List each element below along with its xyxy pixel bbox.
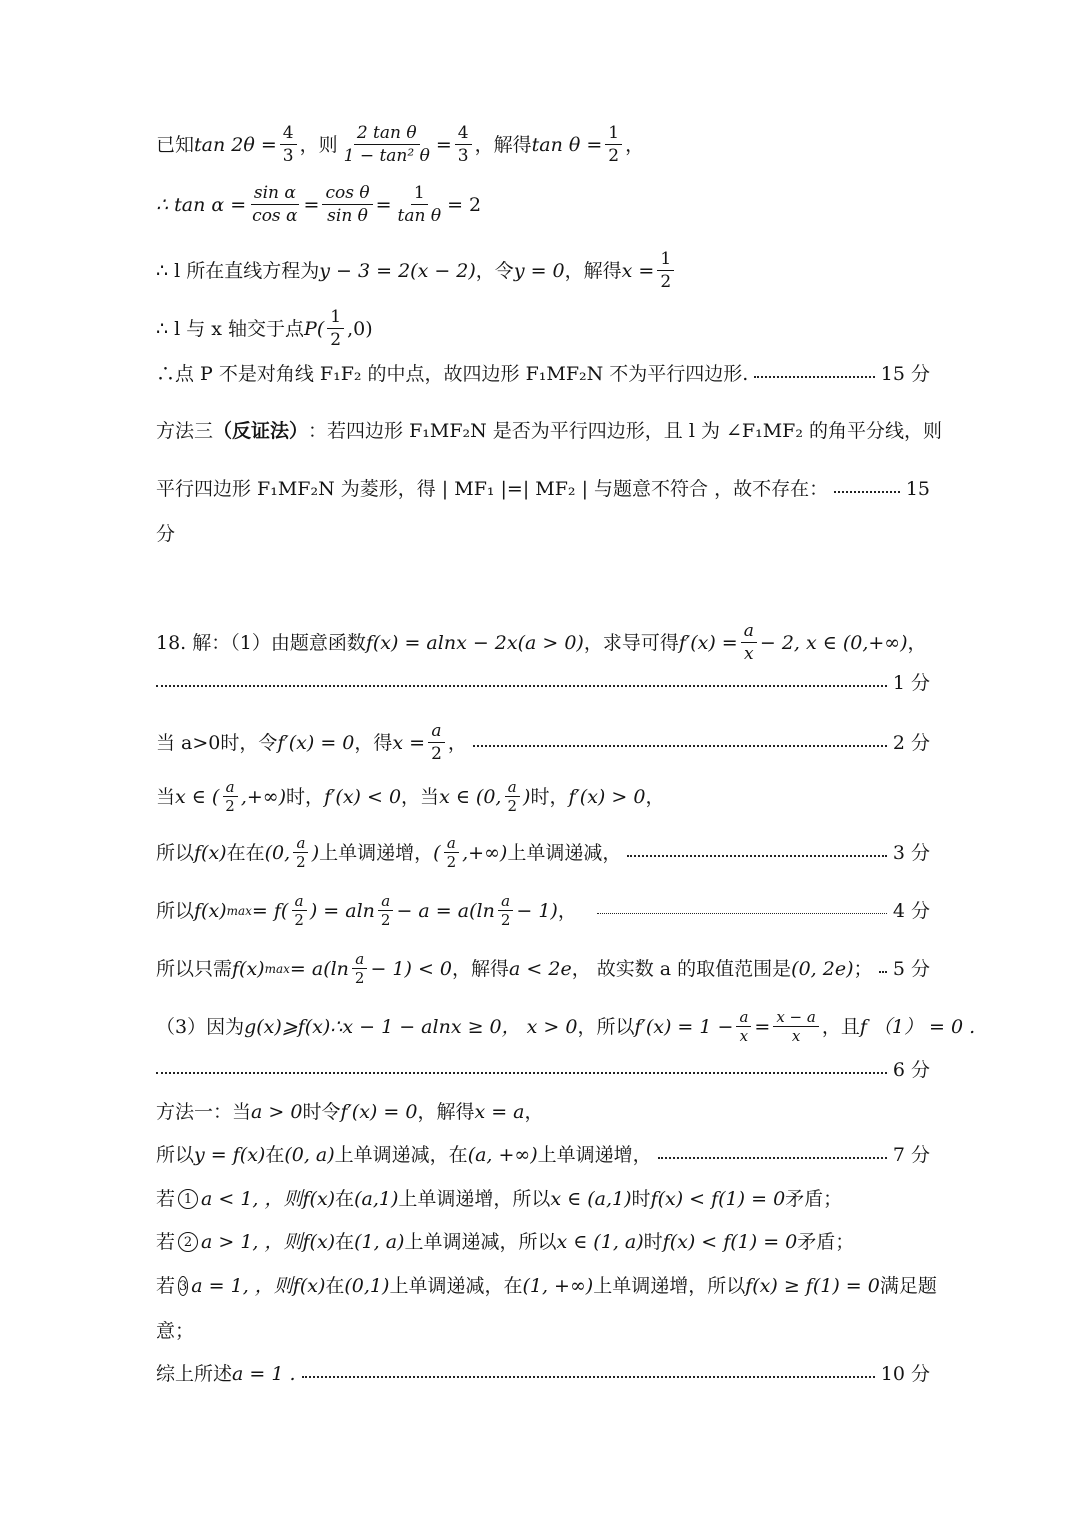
math-expr: f(x) < f(1) = 0 — [662, 1231, 798, 1253]
fraction — [249, 182, 300, 227]
text: ， — [524, 1101, 544, 1123]
solution-line-tan-alpha: ∴ tan α = $\frac{\text{sin α}}{\text{cos α}}$ = $\frac{\text{cos θ}}{\text{sin θ}}$ = $\frac{1}{\text{tan θ}}$ = 2 — [156, 183, 482, 226]
denominator: 2 — [608, 146, 620, 166]
circled-number-icon: 1 — [178, 1189, 198, 1209]
numerator: sin α — [251, 182, 299, 205]
fraction — [322, 182, 372, 227]
subscript: max — [226, 903, 252, 918]
numerator: 1 — [605, 122, 622, 145]
numerator: a — [736, 1008, 751, 1027]
solution-line-monotonicity — [156, 834, 930, 871]
math-expr: x ∈ (0, — [439, 785, 502, 808]
solution-line-conclusion — [156, 362, 930, 386]
solution-line-tan-2theta — [156, 122, 930, 167]
dotted-leader — [754, 376, 874, 378]
fraction — [504, 778, 520, 815]
dotted-leader — [473, 745, 887, 747]
math-expr: = a(ln — [289, 957, 349, 980]
dotted-leader — [658, 1157, 887, 1159]
numerator: a — [223, 778, 238, 797]
text: ，得 — [354, 731, 393, 754]
dotted-leader — [156, 1072, 887, 1074]
math-expr: = f( — [251, 899, 289, 922]
math-expr: x ∈ ( — [175, 785, 220, 808]
method-one-heading — [156, 1100, 930, 1124]
text: 在 — [265, 1144, 285, 1166]
text: 若 — [156, 1275, 176, 1297]
denominator: 2 — [380, 911, 391, 929]
text: ，解得 — [417, 1101, 475, 1123]
denominator: x — [791, 1027, 801, 1045]
numerator: a — [428, 720, 444, 743]
dotted-leader — [834, 491, 900, 493]
text: ； — [853, 957, 873, 980]
score-label: 1 分 — [892, 672, 930, 694]
text: 平行四边形 F₁MF₂N 为菱形，得 | MF₁ |=| MF₂ | 与题意不符合 ，故不存在： — [156, 478, 829, 500]
math-expr: tan 2θ = — [194, 133, 277, 156]
text-continuation — [156, 1319, 930, 1343]
math-expr: ,+∞) — [240, 785, 287, 808]
text: 矛盾； — [785, 1188, 843, 1210]
math-expr: ) — [523, 785, 531, 808]
math-expr: ,0) — [347, 317, 373, 340]
numerator: 1 — [657, 248, 674, 271]
math-expr: ) — [311, 841, 320, 864]
solution-line-monotonic-intervals — [156, 1143, 930, 1167]
math-expr: − 1) < 0 — [370, 957, 453, 980]
fraction — [657, 248, 674, 293]
math-expr: y = f(x) — [194, 1144, 266, 1166]
denominator: 3 — [282, 146, 294, 166]
math-expr: f′(x) = 1 − — [634, 1015, 734, 1038]
math-expr: P( — [304, 317, 325, 340]
text: 上单调递增， — [319, 841, 434, 864]
solution-line-critical-point — [156, 720, 930, 765]
math-expr: (0,1) — [344, 1275, 390, 1297]
math-expr: = 2 — [447, 193, 482, 216]
dotted-leader — [627, 855, 887, 857]
denominator: 2 — [500, 911, 511, 929]
math-expr: f′(x) < 0 — [324, 785, 402, 808]
text: 分 — [156, 523, 176, 545]
math-expr: x ∈ (1, a) — [556, 1231, 644, 1253]
math-expr: (0, a) — [284, 1144, 335, 1166]
method-name: （反证法） — [213, 420, 309, 442]
dotted-leader — [302, 1376, 875, 1378]
denominator: 2 — [446, 853, 457, 871]
text: ，令 — [475, 259, 514, 282]
denominator: sin θ — [327, 206, 368, 226]
text: 若 — [156, 1231, 176, 1253]
math-expr: a = 1, ，则 — [191, 1275, 293, 1297]
text: 所以 — [156, 1144, 195, 1166]
score-line — [156, 671, 930, 695]
text: 上单调递减，所以 — [404, 1231, 557, 1253]
fraction — [293, 834, 309, 871]
math-expr: f(x) < f(1) = 0 — [650, 1188, 786, 1210]
text: 时， — [530, 785, 569, 808]
text: 综上所述 — [156, 1363, 233, 1385]
dotted-leader — [156, 685, 887, 687]
text: 在 — [335, 1231, 355, 1253]
text: 时 — [631, 1188, 651, 1210]
text: 方法一：当 — [156, 1101, 252, 1123]
math-expr: f(x) — [292, 1275, 326, 1297]
fraction — [378, 892, 394, 929]
text: ， — [625, 133, 645, 156]
math-expr: a > 1, ，则 — [201, 1231, 303, 1253]
math-expr: (a, +∞) — [467, 1144, 538, 1166]
solution-line-intersection — [156, 306, 930, 351]
text: 时令 — [302, 1101, 341, 1123]
numerator: a — [378, 892, 393, 911]
score-label: 2 分 — [892, 731, 930, 754]
text: 上单调递增，所以 — [593, 1275, 746, 1297]
math-expr: f(x) — [232, 957, 265, 980]
text: ∴ l 所在直线方程为 — [156, 259, 320, 282]
numerator: a — [293, 834, 308, 853]
denominator: 2 — [330, 330, 342, 350]
numerator: a — [444, 834, 459, 853]
math-expr: f(x) = alnx − 2x(a > 0) — [365, 631, 584, 654]
text: ∴点 P 不是对角线 F₁F₂ 的中点，故四边形 F₁MF₂N 不为平行四边形. — [156, 363, 749, 385]
math-expr: − a = a(ln — [396, 899, 495, 922]
math-expr: = — [754, 1015, 771, 1038]
text: （3）因为 — [156, 1015, 245, 1038]
score-line — [156, 1058, 930, 1082]
denominator: x — [739, 1027, 749, 1045]
math-expr: ∴ tan α = — [156, 193, 247, 216]
dotted-leader — [597, 913, 887, 914]
math-expr: a = 1 . — [232, 1363, 296, 1385]
method-three-conclusion — [156, 477, 930, 501]
math-expr: a < 1, ，则 — [201, 1188, 303, 1210]
case-two — [156, 1230, 930, 1254]
math-expr: ,+∞) — [462, 841, 508, 864]
score-label: 5 分 — [892, 957, 930, 980]
math-expr: (1, a) — [354, 1231, 405, 1253]
score-continuation — [156, 522, 930, 546]
fraction — [341, 122, 433, 167]
math-expr: a < 2e — [509, 957, 572, 980]
math-expr: x ∈ (a,1) — [550, 1188, 632, 1210]
math-expr: (a,1) — [354, 1188, 399, 1210]
fraction — [280, 122, 297, 167]
numerator: 4 — [455, 122, 472, 145]
math-expr: ， x > 0 — [501, 1015, 578, 1038]
fraction — [291, 892, 307, 929]
text: 当 — [156, 785, 176, 808]
fraction — [222, 778, 238, 815]
text: 18. 解：（1）由题意函数 — [156, 631, 366, 654]
denominator: 2 — [507, 797, 518, 815]
numerator: a — [741, 620, 757, 643]
subscript: max — [264, 961, 290, 976]
score-label: 7 分 — [892, 1144, 930, 1166]
text: 在在 — [226, 841, 265, 864]
numerator: 2 tan θ — [354, 122, 420, 145]
math-expr: f(x) — [194, 841, 227, 864]
solution-line-sign-analysis — [156, 778, 930, 815]
text: ：若四边形 F₁MF₂N 是否为平行四边形，且 l 为 ∠F₁MF₂ 的角平分线，则 — [308, 420, 942, 442]
score-label: 6 分 — [892, 1059, 930, 1081]
problem-18-part-3 — [156, 1008, 976, 1045]
text: ，求导可得 — [583, 631, 679, 654]
math-expr: y − 3 = 2(x − 2) — [319, 259, 476, 282]
text: 上单调递增，所以 — [398, 1188, 551, 1210]
numerator: 4 — [280, 122, 297, 145]
text: ，解得 — [474, 133, 532, 156]
math-expr: x = a — [474, 1101, 525, 1123]
fraction — [498, 892, 514, 929]
problem-18-part-1 — [156, 620, 930, 665]
math-expr: f′(x) = 0 — [277, 731, 355, 754]
math-expr: tan θ = — [531, 133, 603, 156]
solution-line-range — [156, 950, 930, 987]
math-expr: (0, — [264, 841, 291, 864]
math-expr: ) = aln — [309, 899, 375, 922]
fraction — [605, 122, 622, 167]
score-label: 10 分 — [880, 1363, 930, 1385]
numerator: 1 — [327, 306, 344, 329]
denominator: 2 — [225, 797, 235, 815]
text: 满足题 — [879, 1275, 937, 1297]
case-three — [156, 1274, 937, 1298]
text: 意； — [156, 1320, 195, 1342]
fraction — [428, 720, 445, 765]
text: ， — [907, 631, 927, 654]
math-expr: f′(x) = — [678, 631, 738, 654]
text: 上单调递减，在 — [389, 1275, 523, 1297]
denominator: 1 − tan² θ — [343, 146, 430, 166]
fraction — [444, 834, 460, 871]
denominator: 2 — [294, 911, 304, 929]
text: 方法三 — [156, 420, 214, 442]
fraction — [455, 122, 472, 167]
math-expr: = — [435, 133, 452, 156]
text: 上单调递增， — [537, 1144, 652, 1166]
solution-line-line-equation — [156, 248, 930, 293]
method-three-heading — [156, 419, 942, 443]
circled-number-icon: 2 — [178, 1232, 198, 1252]
math-expr: f(x) — [302, 1231, 336, 1253]
math-expr: y = 0 — [513, 259, 565, 282]
score-label: 15 分 — [880, 363, 930, 385]
math-expr: (1, +∞) — [522, 1275, 594, 1297]
text: 在 — [325, 1275, 345, 1297]
denominator: 2 — [431, 744, 442, 764]
text: 所以只需 — [156, 957, 233, 980]
math-expr: f′(x) > 0 — [568, 785, 646, 808]
denominator: 3 — [457, 146, 469, 166]
score-label: 4 分 — [892, 899, 930, 922]
math-expr: ∴x − 1 − alnx ≥ 0 — [330, 1015, 502, 1038]
text: ，解得 — [452, 957, 510, 980]
text: ，当 — [401, 785, 440, 808]
text: 已知 — [156, 133, 195, 156]
text: ，所以 — [577, 1015, 635, 1038]
fraction — [741, 620, 757, 665]
text: ， — [557, 899, 577, 922]
math-expr: f(x) — [194, 899, 227, 922]
denominator: tan θ — [397, 206, 442, 226]
denominator: 2 — [296, 853, 306, 871]
math-expr: (0, 2e) — [791, 957, 854, 980]
math-expr: f(x) — [302, 1188, 336, 1210]
text: ∴ l 与 x 轴交于点 — [156, 317, 305, 340]
numerator: 1 — [411, 182, 428, 205]
text: ，则 — [299, 133, 338, 156]
dotted-leader — [879, 971, 887, 973]
math-expr: − 2, x ∈ (0,+∞) — [759, 631, 908, 654]
text: ，解得 — [564, 259, 622, 282]
solution-line-max-value — [156, 892, 930, 929]
score-label: 15 — [905, 478, 930, 500]
numerator: a — [498, 892, 513, 911]
denominator: 2 — [354, 969, 365, 987]
math-expr: x = — [621, 259, 655, 282]
math-expr: f(x) ≥ f(1) = 0 — [745, 1275, 880, 1297]
case-one — [156, 1187, 930, 1211]
final-conclusion — [156, 1362, 930, 1386]
text: 在 — [335, 1188, 355, 1210]
numerator: a — [352, 950, 367, 969]
math-expr: − 1) — [516, 899, 558, 922]
text: 矛盾； — [797, 1231, 855, 1253]
fraction — [395, 182, 445, 227]
fraction — [352, 950, 368, 987]
text: 时 — [643, 1231, 663, 1253]
math-expr: ( — [433, 841, 441, 864]
fraction — [327, 306, 344, 351]
numerator: cos θ — [322, 182, 372, 205]
numerator: a — [292, 892, 307, 911]
text: 时， — [286, 785, 325, 808]
score-label: 3 分 — [892, 841, 930, 864]
math-expr: g(x)⩾f(x) — [244, 1015, 331, 1038]
text: 所以 — [156, 899, 195, 922]
numerator: x − a — [773, 1008, 819, 1027]
text: 若 — [156, 1188, 176, 1210]
denominator: 2 — [660, 272, 672, 292]
text: 上单调递减，在 — [334, 1144, 468, 1166]
text: ， — [447, 731, 467, 754]
text: 所以 — [156, 841, 195, 864]
denominator: cos α — [252, 206, 298, 226]
math-expr: a > 0 — [251, 1101, 303, 1123]
circled-number-icon: 3 — [178, 1276, 188, 1296]
fraction — [736, 1008, 751, 1045]
math-expr: x = — [392, 731, 426, 754]
text: 上单调递减， — [507, 841, 622, 864]
text: ， 故实数 a 的取值范围是 — [571, 957, 792, 980]
text: ， — [645, 785, 665, 808]
math-expr: f′(x) = 0 — [340, 1101, 418, 1123]
text: ，且 — [821, 1015, 860, 1038]
text: 当 a>0时，令 — [156, 731, 278, 754]
numerator: a — [505, 778, 520, 797]
math-expr: f （1） = 0 . — [859, 1015, 976, 1038]
denominator: x — [743, 644, 754, 664]
fraction — [773, 1008, 819, 1045]
